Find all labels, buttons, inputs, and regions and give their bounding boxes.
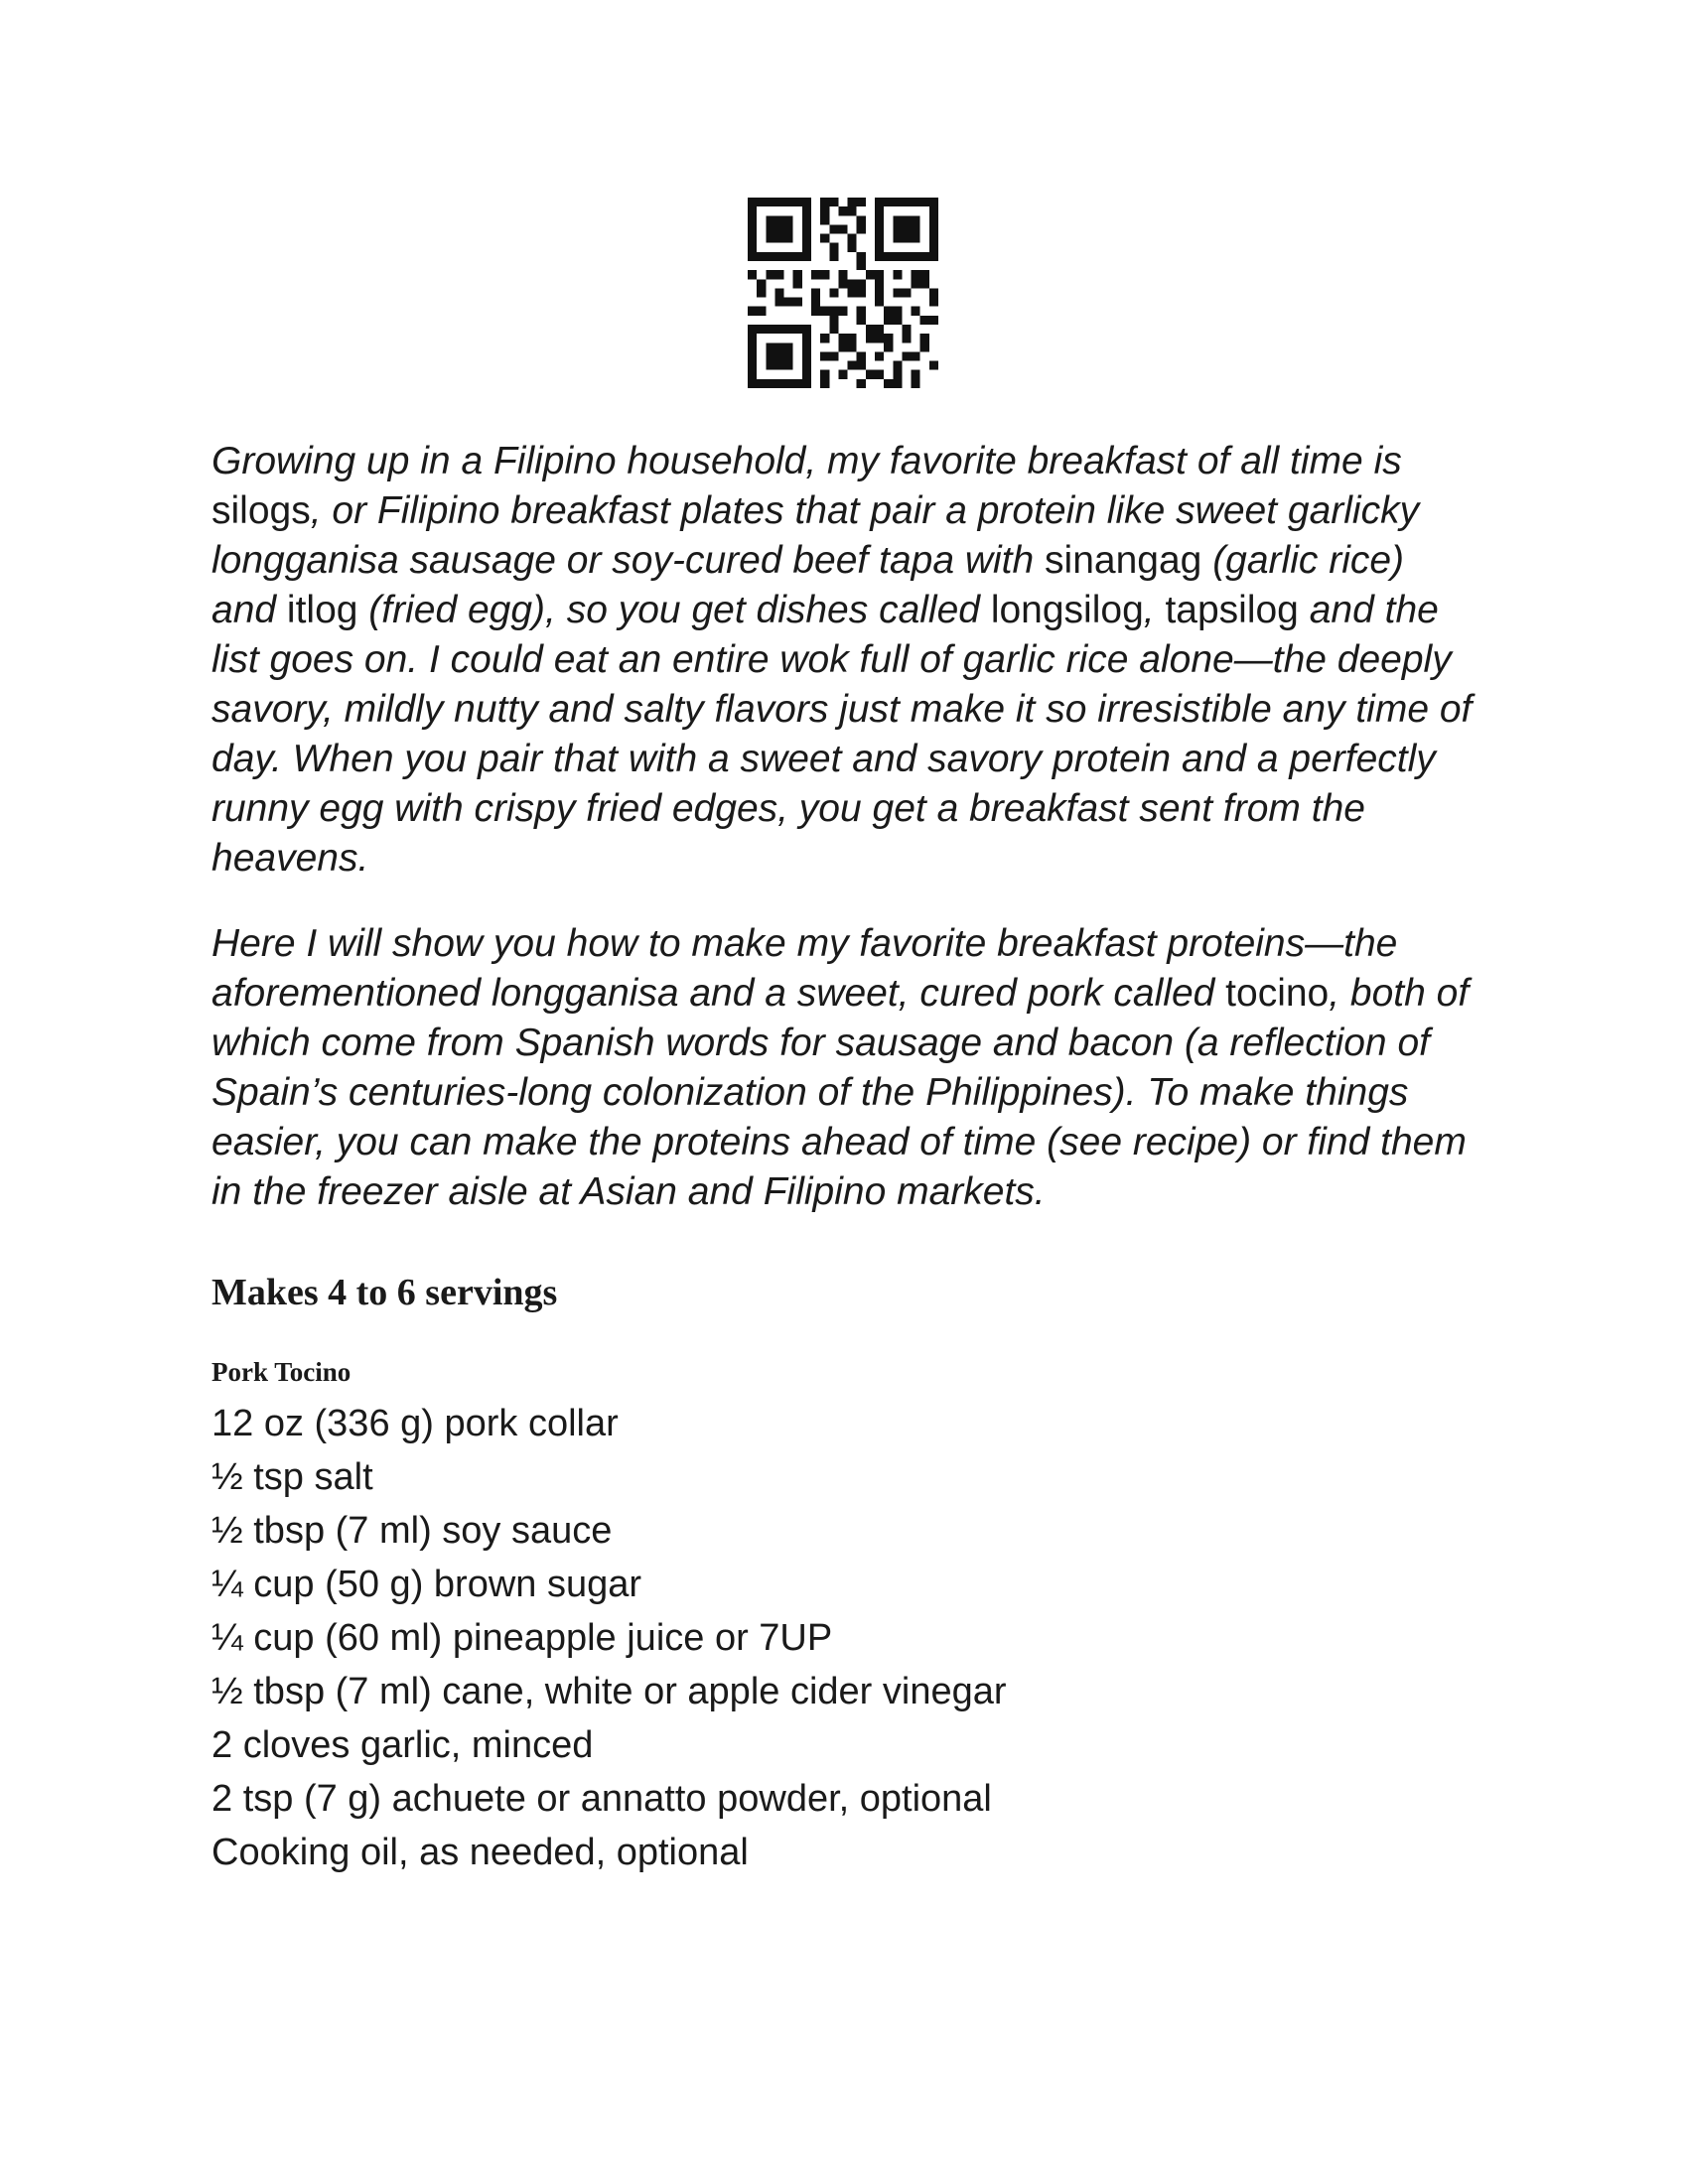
ingredient-item: ½ tbsp (7 ml) soy sauce [211,1510,613,1552]
ingredient-item: 2 cloves garlic, minced [211,1724,594,1766]
intro-term: longsilog [990,589,1144,631]
intro-term: tocino [1225,972,1330,1015]
intro-text: , or Filipino breakfast plates that pair a protein like sweet garlicky longganisa sausage or soy-cured beef tapa with [211,489,1420,582]
section-title: Pork Tocino [211,1357,352,1387]
intro-text: (garlic rice) and [211,539,1405,631]
intro-section [211,437,1473,1217]
intro-term: silogs [211,489,311,532]
intro-text: and the list goes on. I could eat an entire wok full of garlic rice alone—the deeply savory, mildly nutty and salty flavors just make it so irresistible any time of day. When you pair that with a sweet and savory protein and a perfectly runny egg with crispy fried edges, you get a breakfast sent from the heavens. [211,589,1473,880]
ingredient-item: ¼ cup (50 g) brown sugar [211,1564,642,1605]
ingredient-list [211,1397,1473,1879]
ingredient-item: ¼ cup (60 ml) pineapple juice or 7UP [211,1617,833,1659]
recipe-content [211,437,1473,1879]
intro-text: Here I will show you how to make my favorite breakfast proteins—the aforementioned longganisa and a sweet, cured pork called [211,922,1398,1015]
servings-heading: Makes 4 to 6 servings [211,1272,558,1313]
intro-term: itlog [286,589,358,631]
intro-text: Growing up in a Filipino household, my favorite breakfast of all time is [211,440,1402,482]
ingredient-item: ½ tsp salt [211,1456,373,1498]
ingredient-item: ½ tbsp (7 ml) cane, white or apple cider vinegar [211,1671,1007,1712]
intro-text: (fried egg), so you get dishes called [357,589,991,631]
qr-code-icon [748,197,938,389]
intro-term: tapsilog [1165,589,1299,631]
intro-term: sinangag [1045,539,1202,582]
intro-text: , [1143,589,1166,631]
intro-paragraph-1 [211,437,1473,884]
ingredient-item: 2 tsp (7 g) achuete or annatto powder, optional [211,1778,992,1820]
ingredient-item: 12 oz (336 g) pork collar [211,1403,619,1444]
intro-paragraph-2 [211,919,1473,1217]
intro-text: , both of which come from Spanish words for sausage and bacon (a reflection of Spain’s centuries-long colonization of the Philippines). To make things easier, you can make the proteins ahead of time (see recipe) or find them in the freezer aisle at Asian and Filipino markets. [211,972,1470,1213]
ingredient-item: Cooking oil, as needed, optional [211,1832,749,1873]
